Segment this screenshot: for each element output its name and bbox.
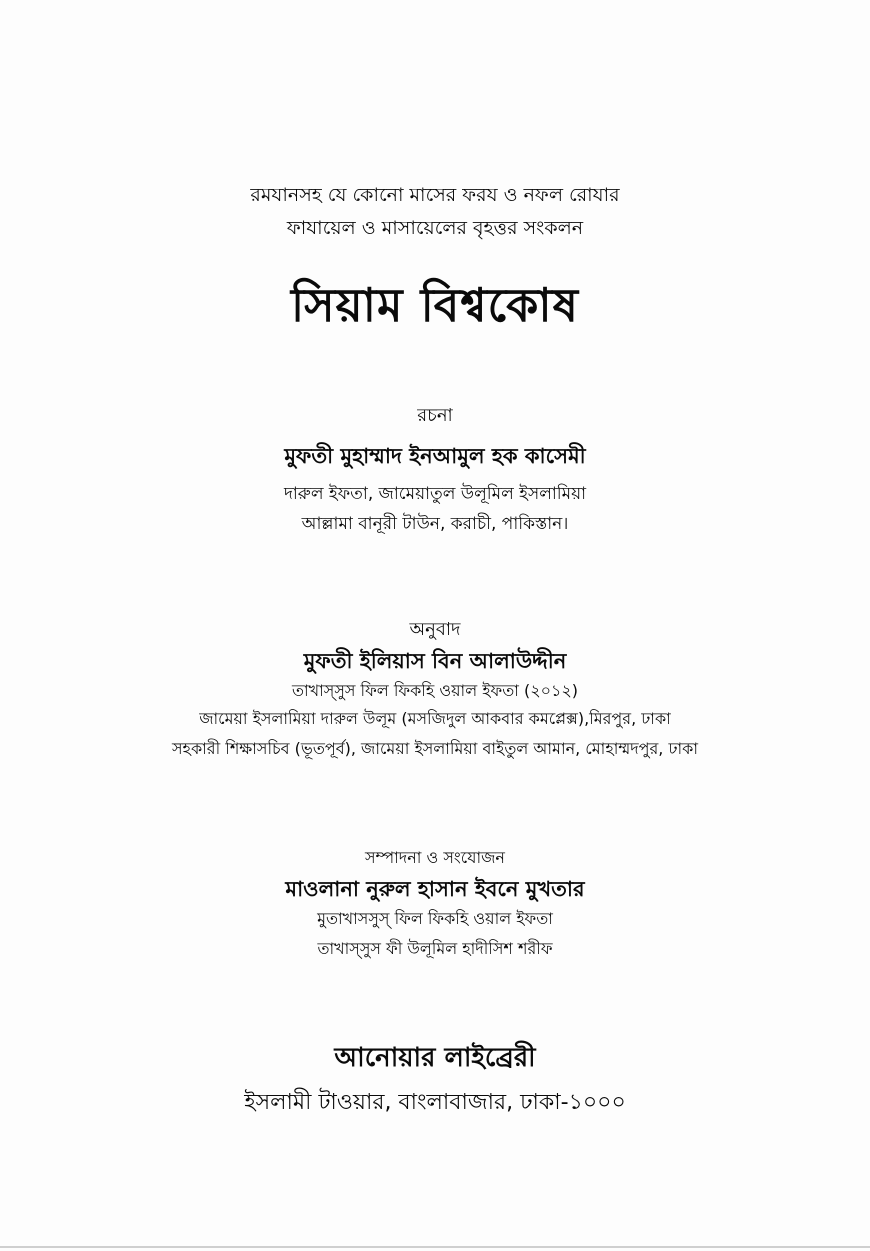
page-edge-rule [0, 1246, 870, 1248]
translator-name: মুফতী ইলিয়াস বিন আলাউদ্দীন [303, 649, 567, 673]
author-affiliation-1: দারুল ইফতা, জামেয়াতুল উলূমিল ইসলামিয়া [283, 484, 587, 504]
translator-detail-1: তাখাস্সুস ফিল ফিকহি ওয়াল ইফতা (২০১২) [291, 681, 579, 700]
subtitle-line-2: ফাযায়েল ও মাসায়েলের বৃহত্তর সংকলন [286, 217, 584, 239]
book-title: সিয়াম বিশ্বকোষ [291, 278, 579, 332]
editor-detail-2: তাখাস্সুস ফী উলূমিল হাদীসিশ শরীফ [317, 939, 553, 958]
author-name: মুফতী মুহাম্মাদ ইনআমুল হক কাসেমী [284, 444, 586, 468]
translator-label: অনুবাদ [409, 619, 461, 640]
author-label: রচনা [417, 405, 453, 426]
author-affiliation-2: আল্লামা বানূরী টাউন, করাচী, পাকিস্তান। [301, 514, 569, 534]
editor-label: সম্পাদনা ও সংযোজন [365, 848, 505, 867]
translator-detail-3: সহকারী শিক্ষাসচিব (ভূতপূর্ব), জামেয়া ইসলামিয়া বাইতুল আমান, মোহাম্মদপুর, ঢাকা [171, 739, 699, 758]
subtitle-line-1: রমযানসহ যে কোনো মাসের ফরয ও নফল রোযার [250, 184, 620, 206]
translator-detail-2: জামেয়া ইসলামিয়া দারুল উলূম (মসজিদুল আকবার কমপ্লেক্স),মিরপুর, ঢাকা [199, 709, 671, 728]
editor-detail-1: মুতাখাসসুস্ ফিল ফিকহি ওয়াল ইফতা [317, 909, 553, 928]
editor-name: মাওলানা নুরুল হাসান ইবনে মুখতার [285, 877, 585, 901]
publisher-address: ইসলামী টাওয়ার, বাংলাবাজার, ঢাকা-১০০০ [244, 1090, 626, 1115]
publisher-name: আনোয়ার লাইব্রেরী [334, 1043, 536, 1073]
